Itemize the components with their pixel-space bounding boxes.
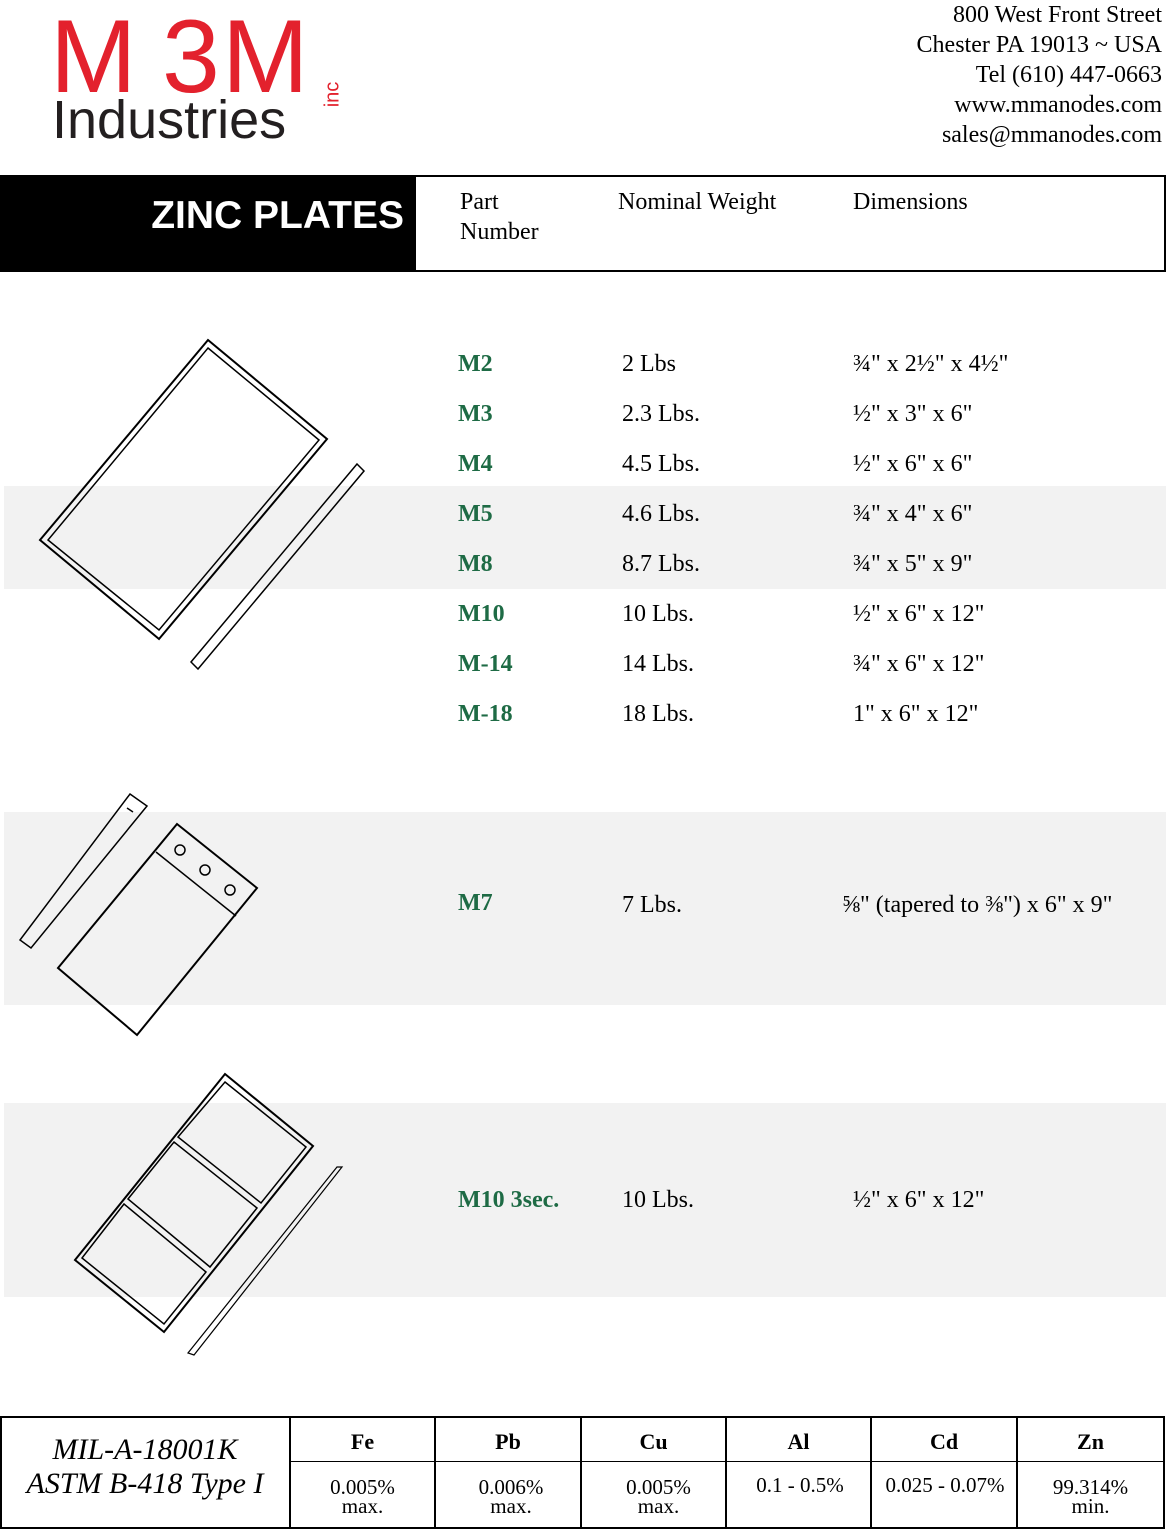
dimensions: 1" x 6" x 12"	[853, 701, 979, 727]
address-email[interactable]: sales@mmanodes.com	[941, 122, 1162, 148]
element-value-qualifier: max.	[637, 1494, 680, 1518]
dimensions: ½" x 6" x 12"	[853, 601, 985, 627]
nominal-weight: 8.7 Lbs.	[622, 551, 700, 577]
address-street: 800 West Front Street	[953, 2, 1162, 28]
part-number: M-14	[458, 651, 513, 677]
col-header-part-line1: Part	[460, 189, 499, 215]
address-city: Chester PA 19013 ~ USA	[916, 32, 1162, 58]
nominal-weight: 10 Lbs.	[622, 1187, 694, 1213]
company-logo	[50, 0, 350, 155]
element-symbol: Pb	[495, 1429, 521, 1454]
element-value	[872, 1473, 1018, 1497]
col-header-weight: Nominal Weight	[618, 189, 777, 215]
address-website[interactable]: www.mmanodes.com	[954, 92, 1162, 118]
part-number: M10 3sec.	[458, 1187, 560, 1213]
three-section-plate-illustration	[70, 1070, 360, 1365]
dimensions: ¾" x 6" x 12"	[853, 651, 985, 677]
col-header-dimensions: Dimensions	[853, 189, 968, 215]
part-number: M4	[458, 451, 493, 477]
element-value	[1018, 1475, 1163, 1518]
mounting-hole-icon	[175, 845, 185, 855]
element-symbol: Cu	[639, 1429, 668, 1454]
plate-illustration	[30, 330, 380, 680]
table-divider	[290, 1461, 1165, 1462]
element-value-qualifier: max.	[341, 1494, 384, 1518]
col-header-part-line2: Number	[460, 219, 539, 245]
dimensions: ⅝" (tapered to ⅜") x 6" x 9"	[842, 892, 1113, 918]
element-symbol: Cd	[929, 1429, 959, 1454]
element-value-amount: 99.314%	[1052, 1475, 1129, 1499]
logo-inc: inc	[321, 81, 344, 108]
element-value	[291, 1475, 434, 1518]
part-number: M10	[458, 601, 505, 627]
element-symbol: Al	[787, 1429, 810, 1454]
part-number: M3	[458, 401, 493, 427]
dimensions: ½" x 3" x 6"	[853, 401, 973, 427]
element-value-qualifier: max.	[490, 1494, 532, 1518]
element-value-amount: 0.1 - 0.5%	[756, 1473, 844, 1497]
dimensions: ½" x 6" x 12"	[853, 1187, 985, 1213]
nominal-weight: 4.5 Lbs.	[622, 451, 700, 477]
mounting-hole-icon	[200, 865, 210, 875]
spec-standard-astm: ASTM B-418 Type I	[26, 1467, 264, 1500]
part-number: M5	[458, 501, 493, 527]
element-value-amount: 0.005%	[626, 1475, 691, 1499]
address-phone: Tel (610) 447-0663	[975, 62, 1162, 88]
logo-industries: Industries	[52, 90, 287, 150]
part-number: M2	[458, 351, 493, 377]
nominal-weight: 10 Lbs.	[622, 601, 694, 627]
logo-letter-m-right: M	[222, 0, 309, 115]
mounting-hole-icon	[225, 885, 235, 895]
part-number: M8	[458, 551, 493, 577]
col-header-part	[460, 187, 539, 247]
logo-letter-m-left: M	[50, 0, 137, 115]
page-title: ZINC PLATES	[151, 194, 404, 237]
element-value-amount: 0.005%	[330, 1475, 395, 1499]
dimensions: ¾" x 2½" x 4½"	[853, 351, 1009, 377]
element-value-amount: 0.006%	[478, 1475, 544, 1499]
company-address	[917, 0, 1162, 150]
dimensions: ½" x 6" x 6"	[853, 451, 973, 477]
element-symbol: Fe	[350, 1429, 375, 1454]
nominal-weight: 18 Lbs.	[622, 701, 694, 727]
element-value	[436, 1475, 586, 1518]
part-number: M7	[458, 890, 493, 916]
element-symbol: Zn	[1077, 1429, 1104, 1454]
spec-standard-mil: MIL-A-18001K	[52, 1433, 238, 1466]
nominal-weight: 14 Lbs.	[622, 651, 694, 677]
nominal-weight: 2.3 Lbs.	[622, 401, 700, 427]
element-value-amount: 0.025 - 0.07%	[885, 1473, 1005, 1497]
part-number: M-18	[458, 701, 513, 727]
element-value	[582, 1475, 735, 1518]
dimensions: ¾" x 4" x 6"	[853, 501, 973, 527]
nominal-weight: 2 Lbs	[622, 351, 676, 377]
nominal-weight: 4.6 Lbs.	[622, 501, 700, 527]
element-value-qualifier: min.	[1071, 1494, 1110, 1518]
element-value	[727, 1473, 873, 1497]
logo-letter-3: 3	[162, 0, 220, 115]
dimensions: ¾" x 5" x 9"	[853, 551, 973, 577]
nominal-weight: 7 Lbs.	[622, 892, 682, 918]
m7-plate-illustration	[15, 790, 265, 1040]
